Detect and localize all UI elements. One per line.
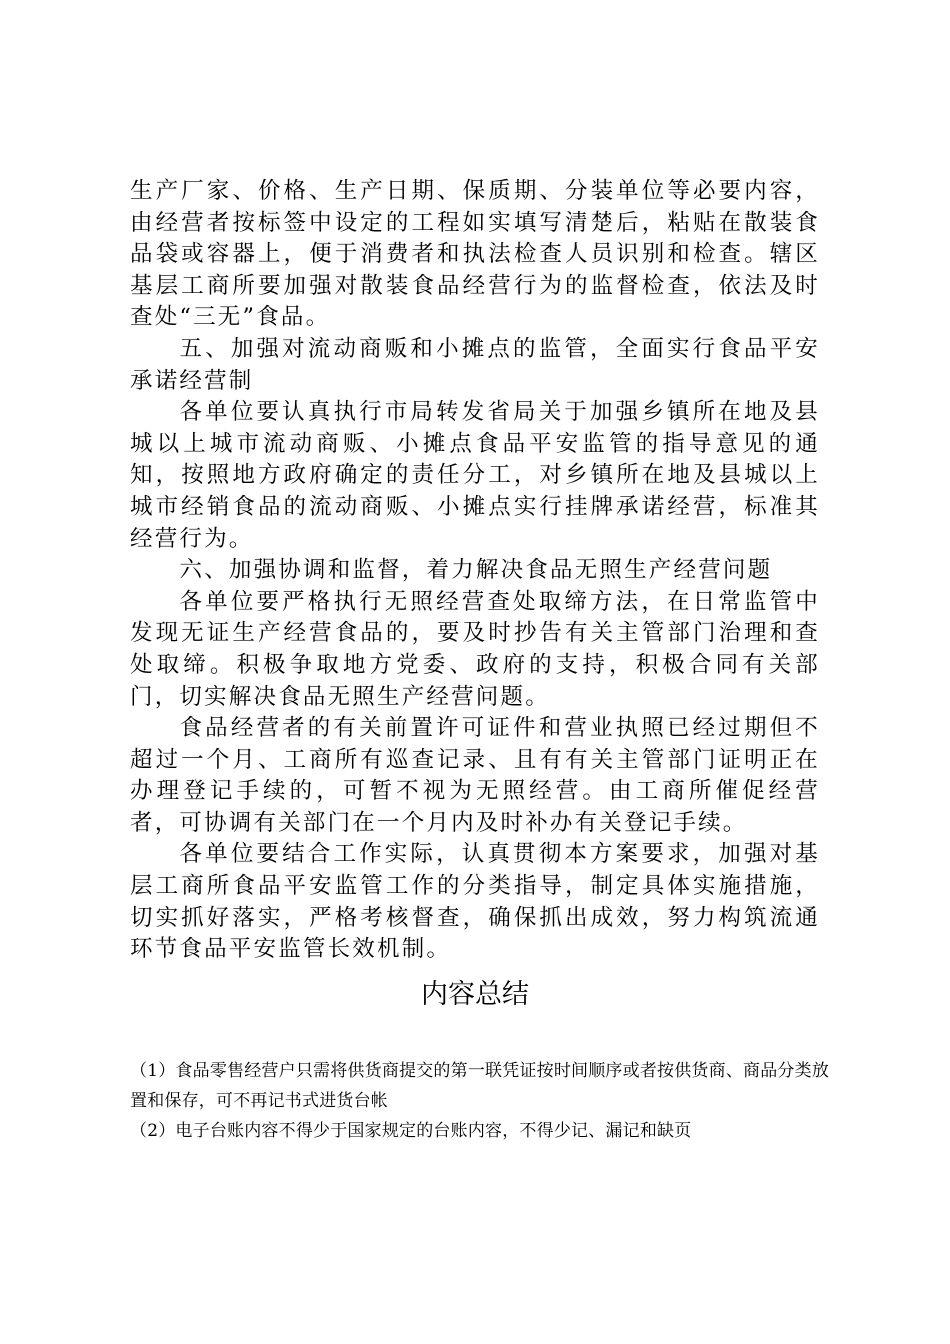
summary-item-2: （2）电子台账内容不得少于国家规定的台账内容，不得少记、漏记和缺页 (130, 1121, 692, 1141)
paragraph-2: 各单位要认真执行市局转发省局关于加强乡镇所在地及县城以上城市流动商贩、小摊点食品平安监管的指导意见的通知，按照地方政府确定的责任分工，对乡镇所在地及县城以上城市经销食品的流动商贩、小摊点实行挂牌承诺经营，标准其经营行为。 (130, 399, 820, 552)
paragraph-4: 食品经营者的有关前置许可证件和营业执照已经过期但不超过一个月、工商所有巡查记录、且有有关主管部门证明正在办理登记手续的，可暂不视为无照经营。由工商所催促经营者，可协调有关部门在一个月内及时补办有关登记手续。 (130, 715, 820, 836)
summary-list (130, 1056, 830, 1146)
section-heading-5: 五、加强对流动商贩和小摊点的监管，全面实行食品平安承诺经营制 (130, 335, 820, 394)
document-body (130, 176, 820, 966)
summary-item-1: （1）食品零售经营户只需将供货商提交的第一联凭证按时间顺序或者按供货商、商品分类放置和保存，可不再记书式进货台帐 (130, 1061, 830, 1111)
paragraph-5: 各单位要结合工作实际，认真贯彻本方案要求，加强对基层工商所食品平安监管工作的分类指导，制定具体实施措施，切实抓好落实，严格考核督查，确保抓出成效，努力构筑流通环节食品平安监管长效机制。 (130, 841, 820, 963)
paragraph-1: 生产厂家、价格、生产日期、保质期、分装单位等必要内容，由经营者按标签中设定的工程如实填写清楚后，粘贴在散装食品袋或容器上，便于消费者和执法检查人员识别和检查。辖区基层工商所要加强对散装食品经营行为的监督检查，依法及时查处“三无”食品。 (130, 178, 820, 331)
section-heading-6: 六、加强协调和监督，着力解决食品无照生产经营问题 (179, 557, 773, 584)
summary-title: 内容总结 (421, 979, 529, 1010)
paragraph-3: 各单位要严格执行无照经营查处取缔方法，在日常监管中发现无证生产经营食品的，要及时抄告有关主管部门治理和查处取缔。积极争取地方党委、政府的支持，积极合同有关部门，切实解决食品无照生产经营问题。 (130, 588, 820, 710)
